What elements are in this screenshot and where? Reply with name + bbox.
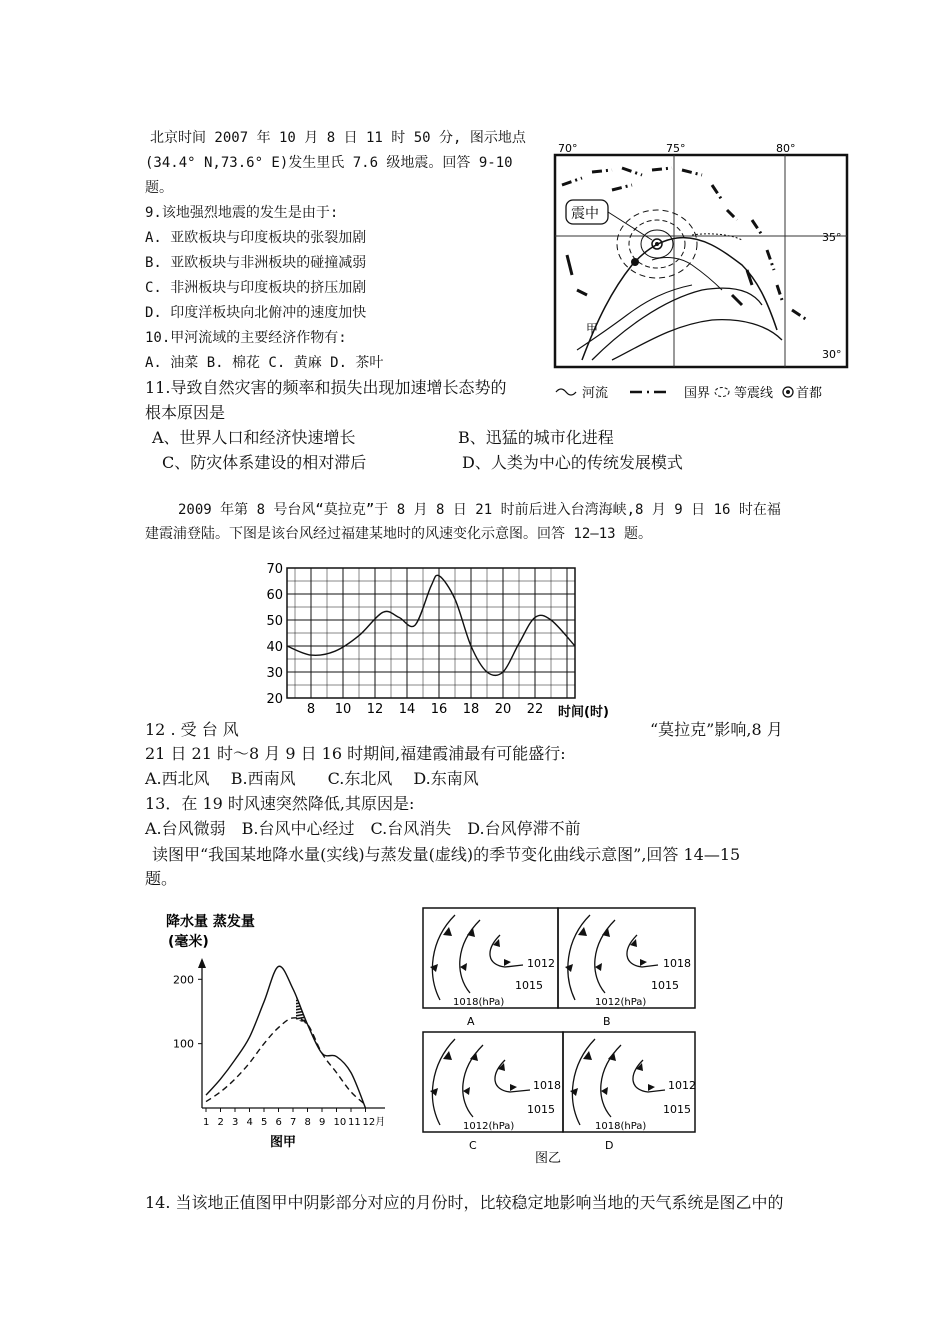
question-13: 13．在 19 时风速突然降低,其原因是:: [145, 794, 415, 813]
jia-x-tick-8: 8: [304, 1117, 311, 1128]
question-9: 9.该地强烈地震的发生是由于:: [145, 205, 339, 221]
wind-x-tick-10: 10: [334, 702, 352, 717]
question-9-option-a: A. 亚欧板块与印度板块的张裂加剧: [145, 230, 367, 246]
wind-speed-series-line: [287, 575, 575, 675]
panel-b: [558, 908, 695, 1008]
wind-y-tick-30: 30: [266, 666, 283, 681]
wind-y-tick-20: 20: [266, 692, 283, 707]
panel-a-isobar-3: 1018(hPa): [453, 997, 505, 1008]
question-11-option-b: B、迅猛的城市化进程: [458, 428, 614, 447]
lat-label-30: 30°: [822, 348, 842, 361]
panel-c-isobar-2: 1015: [527, 1103, 555, 1116]
lon-label-75: 75°: [666, 142, 686, 155]
jia-y-tick-100: 100: [173, 1037, 194, 1051]
typhoon-intro-line-1: 2009 年第 8 号台风“莫拉克”于 8 月 8 日 21 时前后进入台湾海峡,8 月 9 日 16 时在福: [178, 502, 781, 518]
wind-x-tick-20: 20: [494, 702, 512, 717]
isoseismal-legend-icon: [715, 388, 729, 397]
precipitation-line: [206, 966, 366, 1108]
question-13-options: A.台风微弱 B.台风中心经过 C.台风消失 D.台风停滞不前: [145, 819, 581, 838]
legend-isoseismal: 等震线: [734, 386, 774, 401]
precipitation-evaporation-chart: [160, 908, 395, 1153]
jia-x-tick-12: 12月: [362, 1117, 386, 1128]
panel-b-isobar-1: 1018: [663, 957, 691, 970]
jia-x-tick-10: 10: [333, 1117, 347, 1128]
jia-x-tick-5: 5: [261, 1117, 268, 1128]
question-11-option-d: D、人类为中心的传统发展模式: [462, 453, 683, 472]
wind-y-tick-70: 70: [266, 562, 283, 577]
panel-d-label: D: [605, 1139, 614, 1152]
panel-c-label: C: [469, 1139, 477, 1152]
legend-capital: 首都: [796, 386, 823, 401]
panel-d-isobar-2: 1015: [663, 1103, 691, 1116]
jia-x-tick-7: 7: [290, 1117, 297, 1128]
river-jia-label: 甲: [586, 322, 599, 336]
intro-line-1: 北京时间 2007 年 10 月 8 日 11 时 50 分, 图示地点: [150, 130, 526, 146]
river-legend-icon: [556, 389, 576, 395]
wind-x-tick-8: 8: [306, 702, 316, 717]
panel-c-isobar-1: 1018: [533, 1079, 561, 1092]
intro-line-2: (34.4° N,73.6° E)发生里氏 7.6 级地震。回答 9-10: [145, 155, 513, 171]
isobar-diagram: [415, 905, 705, 1167]
panel-d: [563, 1032, 696, 1132]
wind-chart-xlabel: 时间(时): [558, 705, 609, 720]
chart-jia-ylabel: (毫米): [168, 934, 209, 950]
question-12-options: A.西北风 B.西南风 C.东北风 D.东南风: [145, 769, 479, 788]
panel-d-isobar-1: 1012: [668, 1079, 696, 1092]
question-9-option-d: D. 印度洋板块向北俯冲的速度加快: [145, 305, 367, 321]
panel-a-label: A: [467, 1015, 475, 1028]
lon-label-80: 80°: [776, 142, 796, 155]
panel-a-isobar-2: 1015: [515, 979, 543, 992]
wind-x-tick-16: 16: [430, 702, 448, 717]
panel-a: [423, 908, 558, 1008]
wind-x-tick-14: 14: [398, 702, 416, 717]
question-12-line-1-right: “莫拉克”影响,8 月: [650, 720, 783, 739]
question-10: 10.甲河流域的主要经济作物有:: [145, 330, 347, 346]
question-9-option-c: C. 非洲板块与印度板块的挤压加剧: [145, 280, 367, 296]
question-9-option-b: B. 亚欧板块与非洲板块的碰撞减弱: [145, 255, 367, 271]
jia-x-tick-4: 4: [246, 1117, 253, 1128]
question-11-line-1: 11.导致自然灾害的频率和损失出现加速增长态势的: [145, 378, 507, 397]
typhoon-intro-line-2: 建霞浦登陆。下图是该台风经过福建某地时的风速变化示意图。回答 12—13 题。: [145, 526, 652, 542]
jia-x-tick-6: 6: [275, 1117, 282, 1128]
wind-x-tick-22: 22: [526, 702, 544, 717]
intro-14-15-line-1: 读图甲“我国某地降水量(实线)与蒸发量(虚线)的季节变化曲线示意图”,回答 14—15: [152, 845, 741, 864]
jia-x-tick-11: 11: [348, 1117, 361, 1128]
jia-y-tick-200: 200: [173, 973, 194, 987]
panel-b-isobar-2: 1015: [651, 979, 679, 992]
map-legend: [556, 385, 822, 401]
question-12-line-2: 21 日 21 时～8 月 9 日 16 时期间,福建霞浦最有可能盛行:: [145, 744, 566, 763]
panel-a-isobar-1: 1012: [527, 957, 555, 970]
chart-jia-caption: 图甲: [270, 1135, 297, 1150]
legend-border: 国界: [684, 386, 711, 401]
wind-y-tick-40: 40: [266, 640, 283, 655]
wind-x-tick-12: 12: [366, 702, 384, 717]
panel-c-isobar-3: 1012(hPa): [463, 1121, 515, 1132]
panel-c: [423, 1032, 563, 1132]
wind-y-tick-50: 50: [266, 614, 283, 629]
earthquake-map: [552, 140, 857, 405]
wind-speed-chart: [255, 560, 640, 720]
jia-x-tick-3: 3: [232, 1117, 239, 1128]
question-11-option-a: A、世界人口和经济快速增长: [152, 428, 356, 447]
lon-label-70: 70°: [558, 142, 578, 155]
lat-label-35: 35°: [822, 231, 842, 244]
jia-x-tick-9: 9: [319, 1117, 326, 1128]
chart-jia-title: 降水量 蒸发量: [166, 914, 255, 930]
panel-b-label: B: [603, 1015, 611, 1028]
wind-x-tick-18: 18: [462, 702, 480, 717]
jia-x-tick-1: 1: [203, 1117, 210, 1128]
wind-y-tick-60: 60: [266, 588, 283, 603]
question-14: 14. 当该地正值图甲中阴影部分对应的月份时，比较稳定地影响当地的天气系统是图乙中的: [145, 1193, 784, 1212]
panel-b-isobar-3: 1012(hPa): [595, 997, 647, 1008]
panel-d-isobar-3: 1018(hPa): [595, 1121, 647, 1132]
fig-yi-caption: 图乙: [535, 1151, 562, 1166]
question-11-line-2: 根本原因是: [145, 403, 226, 422]
intro-line-3: 题。: [145, 180, 173, 196]
legend-river: 河流: [582, 386, 609, 401]
intro-14-15-line-2: 题。: [145, 869, 178, 888]
question-10-options: A. 油菜 B. 棉花 C. 黄麻 D. 茶叶: [145, 355, 384, 371]
epicenter-label: 震中: [571, 206, 599, 222]
question-12-line-1-left: 12 . 受 台 风: [145, 720, 239, 739]
jia-x-tick-2: 2: [217, 1117, 224, 1128]
question-11-option-c: C、防灾体系建设的相对滞后: [162, 453, 367, 472]
